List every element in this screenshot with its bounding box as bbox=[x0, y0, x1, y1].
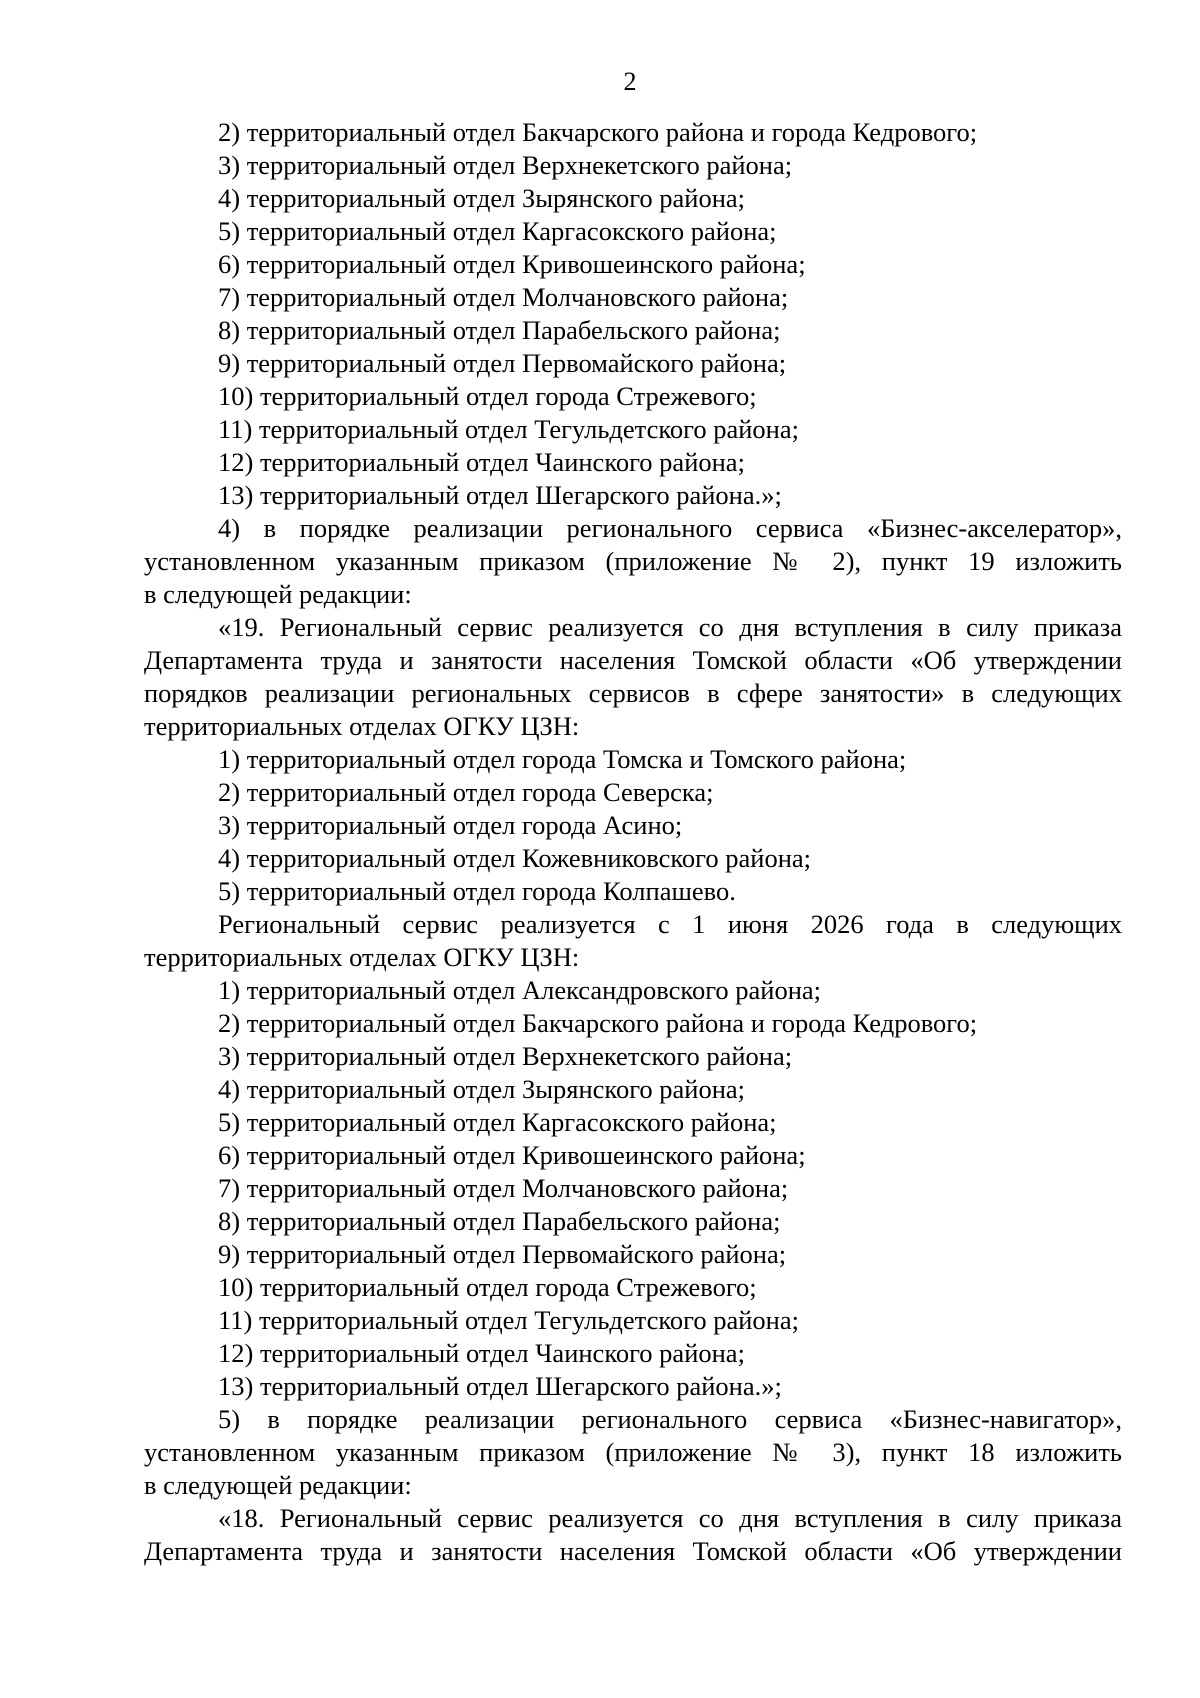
text-line: установленном указанным приказом (приложение № 3), пункт 18 изложить bbox=[144, 1437, 1122, 1467]
text-line: 13) территориальный отдел Шегарского района.»; bbox=[218, 480, 782, 510]
text-line: территориальных отделах ОГКУ ЦЗН: bbox=[144, 711, 580, 741]
text-line: 5) территориальный отдел города Колпашево. bbox=[218, 876, 736, 906]
text-line: 7) территориальный отдел Молчановского района; bbox=[218, 1173, 789, 1203]
text-line: Региональный сервис реализуется с 1 июня 2026 года в следующих bbox=[218, 909, 1122, 939]
text-line: 2) территориальный отдел Бакчарского района и города Кедрового; bbox=[218, 117, 978, 147]
text-line: в следующей редакции: bbox=[144, 579, 412, 609]
text-line: «18. Региональный сервис реализуется со дня вступления в силу приказа bbox=[218, 1503, 1122, 1533]
text-line: 11) территориальный отдел Тегульдетского района; bbox=[218, 1305, 799, 1335]
text-line: 4) в порядке реализации регионального сервиса «Бизнес-акселератор», bbox=[218, 513, 1122, 543]
text-line: 6) территориальный отдел Кривошеинского района; bbox=[218, 249, 806, 279]
text-line: 5) в порядке реализации регионального сервиса «Бизнес-навигатор», bbox=[218, 1404, 1122, 1434]
text-line: 4) территориальный отдел Кожевниковского района; bbox=[218, 843, 812, 873]
text-line: Департамента труда и занятости населения Томской области «Об утверждении bbox=[144, 645, 1122, 675]
text-line: 9) территориальный отдел Первомайского района; bbox=[218, 348, 787, 378]
text-line: 3) территориальный отдел города Асино; bbox=[218, 810, 683, 840]
text-line: территориальных отделах ОГКУ ЦЗН: bbox=[144, 942, 580, 972]
text-line: порядков реализации региональных сервисов в сфере занятости» в следующих bbox=[144, 678, 1122, 708]
text-line: 8) территориальный отдел Парабельского района; bbox=[218, 1206, 781, 1236]
text-line: 5) территориальный отдел Каргасокского района; bbox=[218, 216, 777, 246]
text-line: 5) территориальный отдел Каргасокского района; bbox=[218, 1107, 777, 1137]
text-line: 1) территориальный отдел города Томска и Томского района; bbox=[218, 744, 907, 774]
text-line: «19. Региональный сервис реализуется со дня вступления в силу приказа bbox=[218, 612, 1122, 642]
text-line: 10) территориальный отдел города Стрежевого; bbox=[218, 381, 757, 411]
text-line: 2) территориальный отдел Бакчарского района и города Кедрового; bbox=[218, 1008, 978, 1038]
text-line: 4) территориальный отдел Зырянского района; bbox=[218, 183, 746, 213]
text-line: 13) территориальный отдел Шегарского района.»; bbox=[218, 1371, 782, 1401]
text-line: 4) территориальный отдел Зырянского района; bbox=[218, 1074, 746, 1104]
text-line: 7) территориальный отдел Молчановского района; bbox=[218, 282, 789, 312]
text-line: в следующей редакции: bbox=[144, 1470, 412, 1500]
text-line: 12) территориальный отдел Чаинского района; bbox=[218, 447, 745, 477]
text-line: Департамента труда и занятости населения Томской области «Об утверждении bbox=[144, 1536, 1122, 1566]
text-line: 2) территориальный отдел города Северска; bbox=[218, 777, 714, 807]
text-line: 3) территориальный отдел Верхнекетского района; bbox=[218, 1041, 793, 1071]
document-body bbox=[144, 116, 1122, 1568]
text-line: 10) территориальный отдел города Стрежевого; bbox=[218, 1272, 757, 1302]
text-line: установленном указанным приказом (приложение № 2), пункт 19 изложить bbox=[144, 546, 1122, 576]
text-line: 3) территориальный отдел Верхнекетского района; bbox=[218, 150, 793, 180]
text-line: 9) территориальный отдел Первомайского района; bbox=[218, 1239, 787, 1269]
text-line: 12) территориальный отдел Чаинского района; bbox=[218, 1338, 745, 1368]
text-line: 6) территориальный отдел Кривошеинского района; bbox=[218, 1140, 806, 1170]
text-line: 11) территориальный отдел Тегульдетского района; bbox=[218, 414, 799, 444]
text-line: 8) территориальный отдел Парабельского района; bbox=[218, 315, 781, 345]
text-line: 1) территориальный отдел Александровского района; bbox=[218, 975, 822, 1005]
page-number: 2 bbox=[623, 67, 637, 96]
